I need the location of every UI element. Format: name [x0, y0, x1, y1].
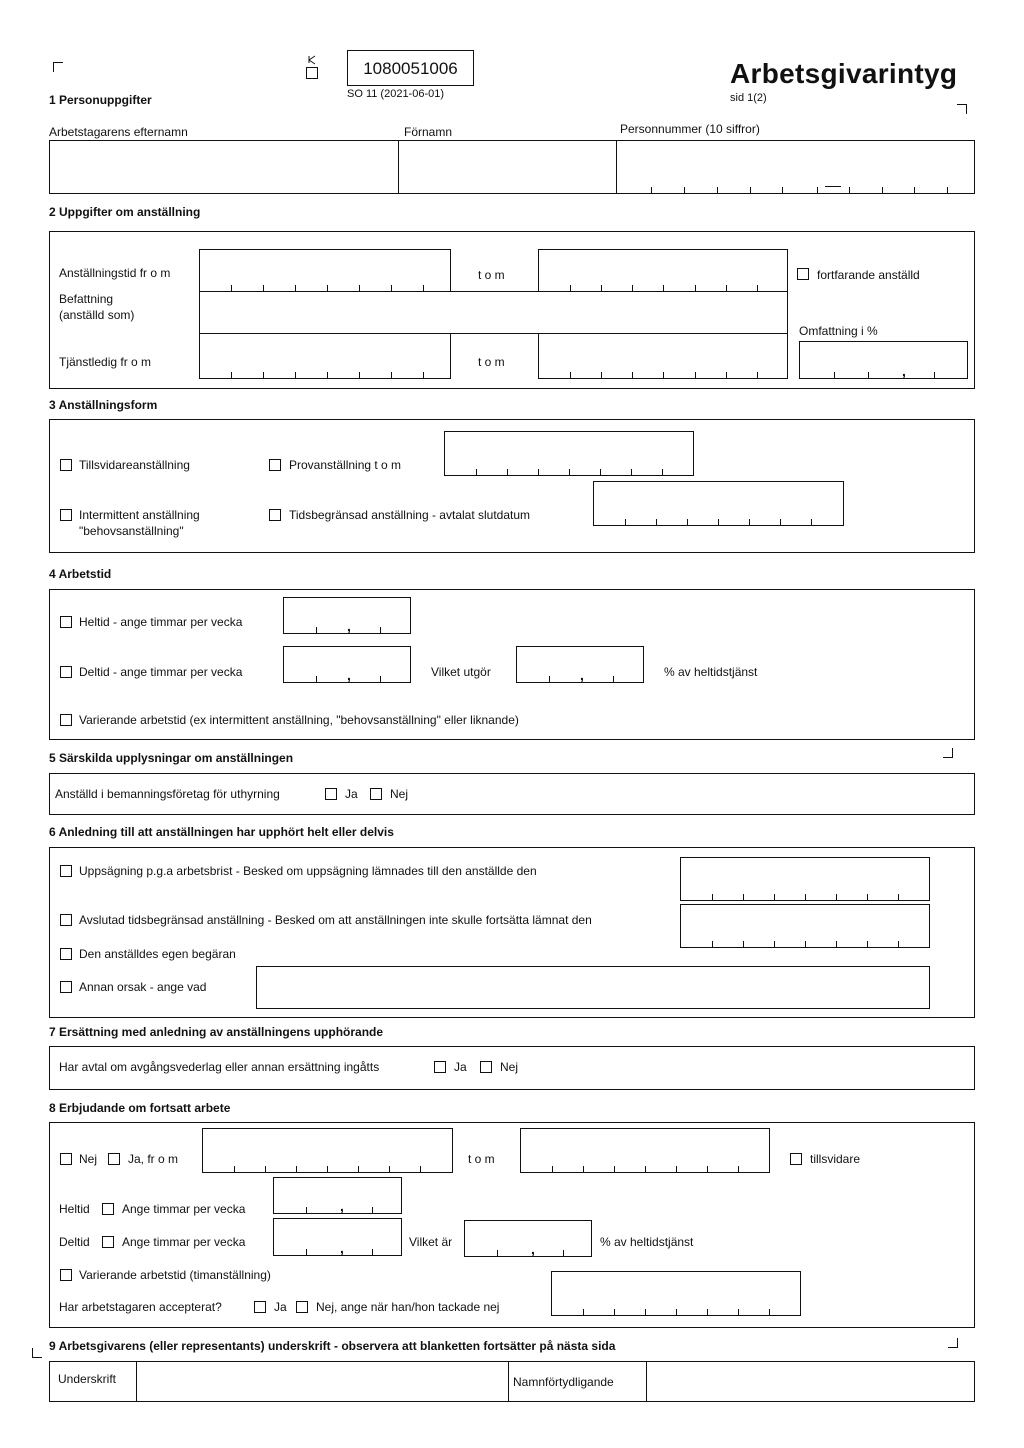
form-code: SO 11 (2021-06-01) [347, 88, 445, 100]
section-7-title: 7 Ersättning med anledning av anställningens upphörande [49, 1025, 384, 1039]
personnummer-label: Personnummer (10 siffror) [620, 122, 760, 136]
page-number: sid 1(2) [730, 92, 767, 104]
registration-mark [53, 62, 63, 72]
extent-label: Omfattning i % [799, 324, 878, 338]
redundancy-date-field[interactable] [680, 857, 930, 901]
parttime-checkbox[interactable] [60, 666, 72, 678]
section-3-title: 3 Anställningsform [49, 398, 158, 412]
section-5-title: 5 Särskilda upplysningar om anställningen [49, 751, 294, 765]
offer-from-field[interactable] [202, 1128, 453, 1173]
varying-hours-checkbox[interactable] [60, 714, 72, 726]
staffing-no-label: Nej [390, 787, 409, 801]
fixed-end-label: Avslutad tidsbegränsad anställning - Besked om att anställningen inte skulle fortsätta lämnat den [79, 913, 592, 927]
own-request-label: Den anställdes egen begäran [79, 947, 236, 961]
staffing-yes-label: Ja [345, 787, 358, 801]
firstname-field[interactable] [399, 141, 616, 193]
offer-yes-checkbox[interactable] [108, 1153, 120, 1165]
leave-to-field[interactable] [538, 333, 788, 379]
trial-checkbox[interactable] [269, 459, 281, 471]
parttime-label: Deltid - ange timmar per vecka [79, 665, 243, 679]
employment-from-label: Anställningstid fr o m [59, 266, 171, 280]
offer-parttime-checkbox[interactable] [102, 1236, 114, 1248]
page-title: Arbetsgivarintyg [730, 58, 958, 89]
section-9-title: 9 Arbetsgivarens (eller representants) underskrift - observera att blanketten fortsätter på nästa sida [49, 1339, 616, 1353]
scan-mark-icon [306, 55, 318, 79]
offer-parttime-hours-label: Ange timmar per vecka [122, 1235, 246, 1249]
intermittent-label-sub: "behovsanställning" [79, 524, 184, 538]
registration-mark [957, 104, 967, 114]
registration-mark [943, 748, 953, 758]
other-reason-field[interactable] [256, 966, 930, 1009]
offer-fulltime-checkbox[interactable] [102, 1203, 114, 1215]
trial-label: Provanställning t o m [289, 458, 402, 472]
ongoing-employment-label: fortfarande anställd [817, 268, 920, 282]
declined-label: Nej, ange när han/hon tackade nej [316, 1300, 500, 1314]
trial-date-field[interactable] [444, 431, 694, 476]
leave-from-field[interactable] [199, 333, 451, 379]
redundancy-checkbox[interactable] [60, 865, 72, 877]
parttime-hours-field[interactable]: , [283, 646, 411, 683]
offer-no-label: Nej [79, 1152, 98, 1166]
surname-field[interactable] [50, 141, 398, 193]
parttime-percent-field[interactable]: , [516, 646, 644, 683]
accepted-yes-checkbox[interactable] [254, 1301, 266, 1313]
ongoing-employment-checkbox[interactable] [797, 268, 809, 280]
fulltime-checkbox[interactable] [60, 616, 72, 628]
other-reason-label: Annan orsak - ange vad [79, 980, 207, 994]
fixed-term-checkbox[interactable] [269, 509, 281, 521]
employment-to-field[interactable] [538, 249, 788, 292]
fulltime-hours-field[interactable]: , [283, 597, 411, 634]
employment-tom-label: t o m [478, 268, 505, 282]
offer-fulltime-hours-label: Ange timmar per vecka [122, 1202, 246, 1216]
compensation-yes-checkbox[interactable] [434, 1061, 446, 1073]
offer-permanent-checkbox[interactable] [790, 1153, 802, 1165]
section-8-title: 8 Erbjudande om fortsatt arbete [49, 1101, 231, 1115]
intermittent-checkbox[interactable] [60, 509, 72, 521]
compensation-yes-label: Ja [454, 1060, 467, 1074]
section-4-title: 4 Arbetstid [49, 567, 112, 581]
offer-fulltime-hours-field[interactable]: , [273, 1177, 402, 1214]
position-field[interactable] [199, 291, 788, 334]
firstname-label: Förnamn [404, 125, 453, 139]
position-label: Befattning [59, 292, 114, 306]
offer-which-is-label: Vilket är [409, 1235, 453, 1249]
offer-fulltime-label: Heltid [59, 1202, 90, 1216]
offer-tom-label: t o m [468, 1152, 495, 1166]
intermittent-label: Intermittent anställning [79, 508, 200, 522]
offer-pct-of-fulltime-label: % av heltidstjänst [600, 1235, 694, 1249]
declined-date-field[interactable] [551, 1271, 801, 1316]
fixed-end-date-field[interactable] [680, 904, 930, 948]
offer-varying-checkbox[interactable] [60, 1269, 72, 1281]
section-1-title: 1 Personuppgifter [49, 93, 152, 107]
staffing-label: Anställd i bemanningsföretag för uthyrning [55, 787, 280, 801]
permanent-checkbox[interactable] [60, 459, 72, 471]
other-reason-checkbox[interactable] [60, 981, 72, 993]
fixed-term-date-field[interactable] [593, 481, 844, 526]
fixed-end-checkbox[interactable] [60, 914, 72, 926]
pct-of-fulltime-label: % av heltidstjänst [664, 665, 758, 679]
staffing-yes-checkbox[interactable] [325, 788, 337, 800]
signature-field[interactable] [137, 1362, 508, 1401]
offer-permanent-label: tillsvidare [810, 1152, 861, 1166]
own-request-checkbox[interactable] [60, 948, 72, 960]
redundancy-label: Uppsägning p.g.a arbetsbrist - Besked om uppsägning lämnades till den anställde den [79, 864, 537, 878]
offer-yes-from-label: Ja, fr o m [128, 1152, 179, 1166]
compensation-no-checkbox[interactable] [480, 1061, 492, 1073]
registration-mark [32, 1348, 42, 1358]
accepted-yes-label: Ja [274, 1300, 287, 1314]
offer-parttime-label: Deltid [59, 1235, 90, 1249]
fulltime-label: Heltid - ange timmar per vecka [79, 615, 243, 629]
section-2-title: 2 Uppgifter om anställning [49, 205, 201, 219]
leave-from-label: Tjänstledig fr o m [59, 355, 152, 369]
surname-label: Arbetstagarens efternamn [49, 125, 188, 139]
offer-no-checkbox[interactable] [60, 1153, 72, 1165]
divider [508, 1361, 509, 1402]
declined-checkbox[interactable] [296, 1301, 308, 1313]
compensation-no-label: Nej [500, 1060, 519, 1074]
which-is-label: Vilket utgör [431, 665, 491, 679]
section-6-title: 6 Anledning till att anställningen har upphört helt eller delvis [49, 825, 394, 839]
offer-parttime-hours-field[interactable]: , [273, 1218, 402, 1256]
registration-mark [948, 1338, 958, 1348]
signature-label: Underskrift [58, 1372, 117, 1386]
accepted-question: Har arbetstagaren accepterat? [59, 1300, 222, 1314]
employment-from-field[interactable] [199, 249, 451, 292]
staffing-no-checkbox[interactable] [370, 788, 382, 800]
offer-percent-field[interactable]: , [464, 1220, 592, 1257]
compensation-question: Har avtal om avgångsvederlag eller annan ersättning ingåtts [59, 1060, 380, 1074]
personnummer-field[interactable] [617, 141, 974, 193]
leave-tom-label: t o m [478, 355, 505, 369]
position-label-sub: (anställd som) [59, 308, 135, 322]
form-id-box [347, 50, 474, 86]
offer-to-field[interactable] [520, 1128, 770, 1173]
permanent-label: Tillsvidareanställning [79, 458, 190, 472]
extent-field[interactable]: , [799, 341, 968, 379]
name-clarification-label: Namnförtydligande [513, 1375, 614, 1389]
varying-hours-label: Varierande arbetstid (ex intermittent anställning, "behovsanställning" eller liknande) [79, 713, 519, 727]
offer-varying-label: Varierande arbetstid (timanställning) [79, 1268, 271, 1282]
form-id: 1080051006 [363, 59, 458, 78]
name-clarification-field[interactable] [647, 1362, 974, 1401]
fixed-term-label: Tidsbegränsad anställning - avtalat slutdatum [289, 508, 531, 522]
